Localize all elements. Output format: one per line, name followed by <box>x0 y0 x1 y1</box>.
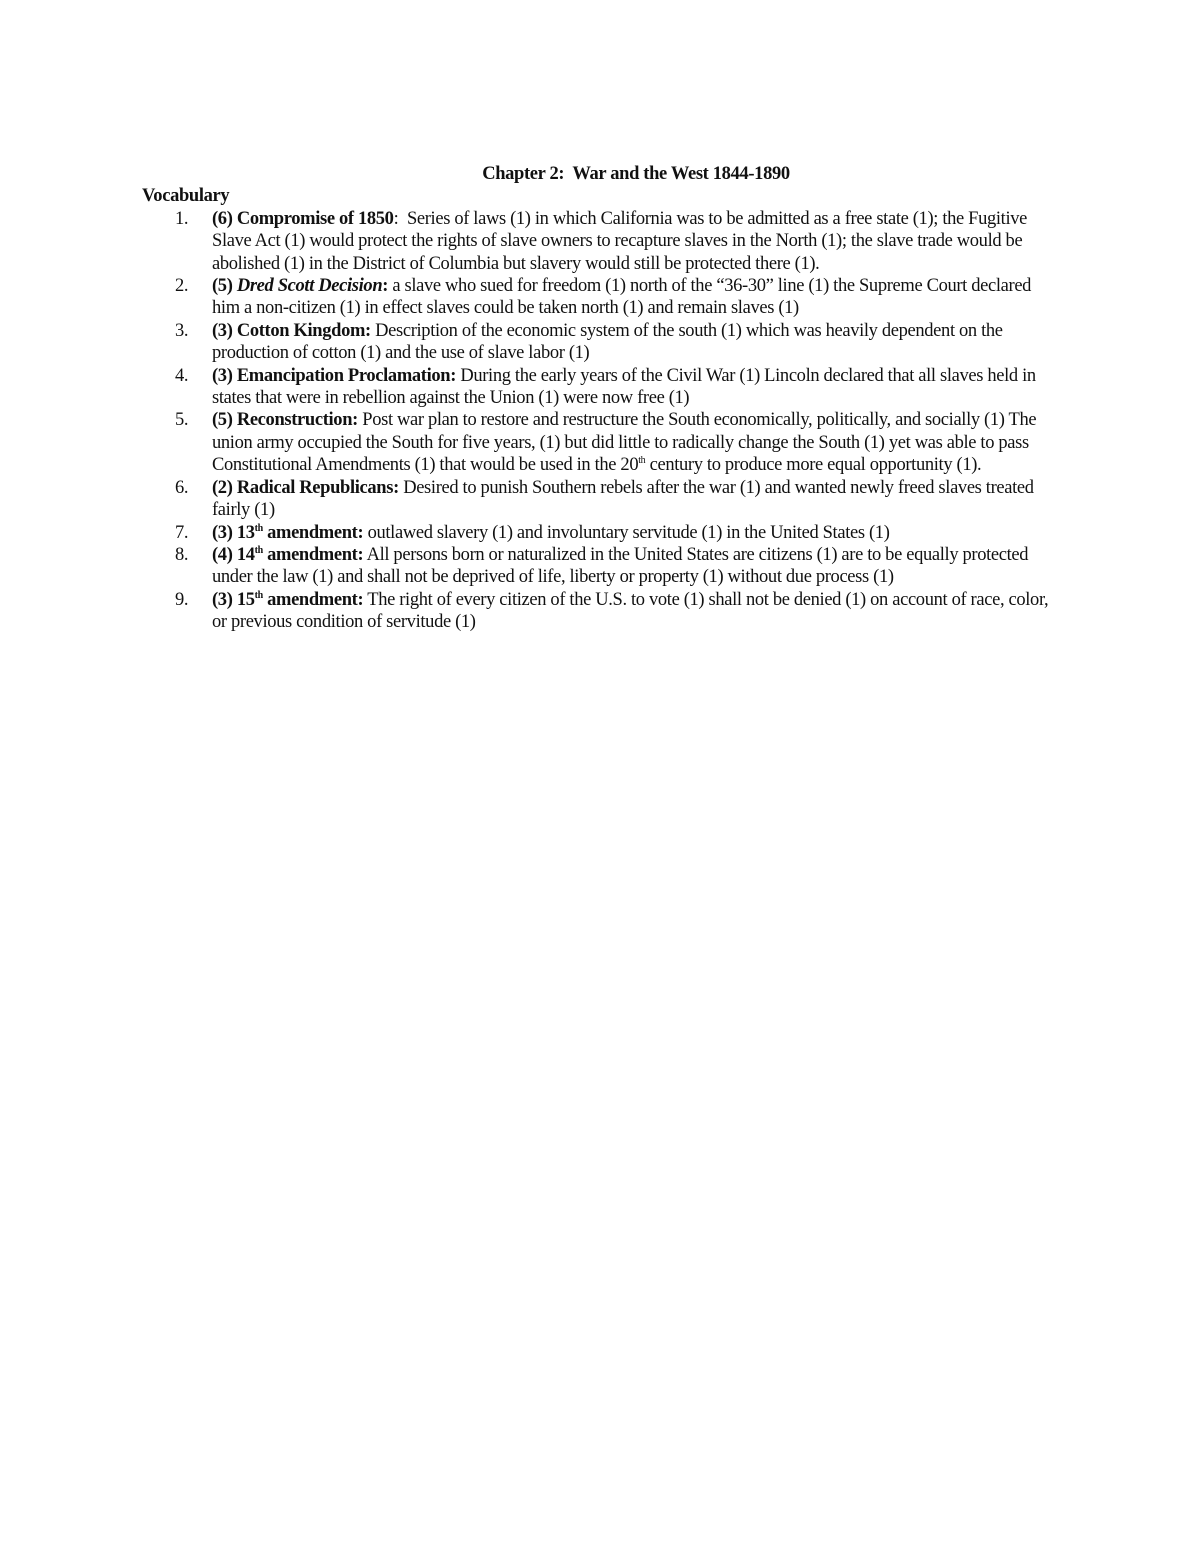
item-definition: During the early years of the Civil War (1) Lincoln declared that all slaves held in states that were in rebellion against the Union (1) were now free (1) <box>212 365 1036 409</box>
item-points: (4) <box>212 544 233 565</box>
item-term-superscript: th <box>254 522 263 534</box>
vocab-item-cotton-kingdom <box>142 320 1062 365</box>
item-points: (5) <box>212 410 233 431</box>
item-points: (3) <box>212 320 233 341</box>
vocab-item-13th-amendment <box>142 522 1062 544</box>
item-definition-superscript: th <box>638 455 646 467</box>
item-number: 3. <box>175 320 189 341</box>
vocab-item-reconstruction <box>142 409 1062 476</box>
vocab-item-emancipation-proclamation <box>142 365 1062 410</box>
item-number: 2. <box>175 276 189 297</box>
item-term-rest: amendment: <box>267 522 364 543</box>
item-definition: All persons born or naturalized in the United States are citizens (1) are to be equally protected under the law (1) and shall not be deprived of life, liberty or property (1) without due process (1) <box>212 544 1029 588</box>
item-term: Cotton Kingdom: <box>236 320 371 341</box>
vocab-item-radical-republicans <box>142 477 1062 522</box>
item-term-superscript: th <box>254 589 263 601</box>
title-separator: : <box>558 164 565 184</box>
item-term-number: 15 <box>236 589 255 610</box>
page-title <box>142 163 1062 185</box>
item-number: 8. <box>175 544 189 565</box>
item-points: (6) <box>212 208 233 229</box>
item-definition: Description of the economic system of the south (1) which was heavily dependent on the production of cotton (1) and the use of slave labor (1) <box>212 320 1003 364</box>
item-term-number: 14 <box>236 544 255 565</box>
item-term: Emancipation Proclamation: <box>236 365 457 386</box>
item-definition: Desired to punish Southern rebels after the war (1) and wanted newly freed slaves treated fairly (1) <box>212 477 1034 521</box>
item-points: (2) <box>212 477 233 498</box>
item-definition: a slave who sued for freedom (1) north of the “36-30” line (1) the Supreme Court declared him a non-citizen (1) in effect slaves could be taken north (1) and remain slaves (1) <box>212 276 1032 319</box>
item-number: 5. <box>175 410 189 431</box>
vocab-item-dred-scott <box>142 275 1062 320</box>
item-term: Radical Republicans: <box>236 477 399 498</box>
title-prefix: Chapter 2 <box>482 164 559 184</box>
item-term-suffix: : <box>393 208 399 229</box>
item-points: (3) <box>212 365 233 386</box>
item-term: Reconstruction: <box>236 410 358 431</box>
item-number: 7. <box>175 522 189 543</box>
item-points: (3) <box>212 522 233 543</box>
item-term <box>237 545 363 565</box>
item-term <box>237 523 363 543</box>
section-heading: Vocabulary <box>142 186 230 207</box>
item-term <box>237 590 363 610</box>
vocab-item-14th-amendment <box>142 544 1062 589</box>
vocab-item-compromise-1850 <box>142 208 1062 275</box>
item-definition-continued: century to produce more equal opportunity (1). <box>645 455 982 476</box>
vocab-item-15th-amendment <box>142 589 1062 634</box>
item-definition: Series of laws (1) in which California was to be admitted as a free state (1); the Fugitive Slave Act (1) would protect the rights of slave owners to recapture slaves in the North (1); the slave trade would be abolished (1) in the District of Columbia but slavery would still be protected there (1). <box>212 208 1028 274</box>
item-points: (3) <box>212 589 233 610</box>
item-term-rest: amendment: <box>267 589 364 610</box>
item-term-superscript: th <box>254 544 263 556</box>
item-number: 1. <box>175 208 189 229</box>
item-term: Dred Scott Decision <box>236 276 383 297</box>
item-definition: Post war plan to restore and restructure the South economically, politically, and socially (1) The union army occupied the South for five years, (1) but did little to radically change the South (1) yet was able to pass Constitutional Amendments (1) that would be used in the 20 <box>212 410 1037 476</box>
item-definition: The right of every citizen of the U.S. to vote (1) shall not be denied (1) on account of race, color, or previous condition of servitude (1) <box>212 589 1049 633</box>
item-definition: outlawed slavery (1) and involuntary servitude (1) in the United States (1) <box>367 522 890 543</box>
item-number: 6. <box>175 477 189 498</box>
title-rest: War and the West 1844-1890 <box>572 164 790 184</box>
item-term-number: 13 <box>236 522 255 543</box>
item-term-suffix: : <box>382 276 389 297</box>
item-number: 9. <box>175 589 189 610</box>
item-term: Compromise of 1850 <box>236 208 394 229</box>
vocabulary-list <box>142 208 1062 634</box>
item-number: 4. <box>175 365 189 386</box>
item-points: (5) <box>212 276 233 297</box>
document-page <box>142 163 1062 634</box>
item-term-rest: amendment: <box>267 544 364 565</box>
